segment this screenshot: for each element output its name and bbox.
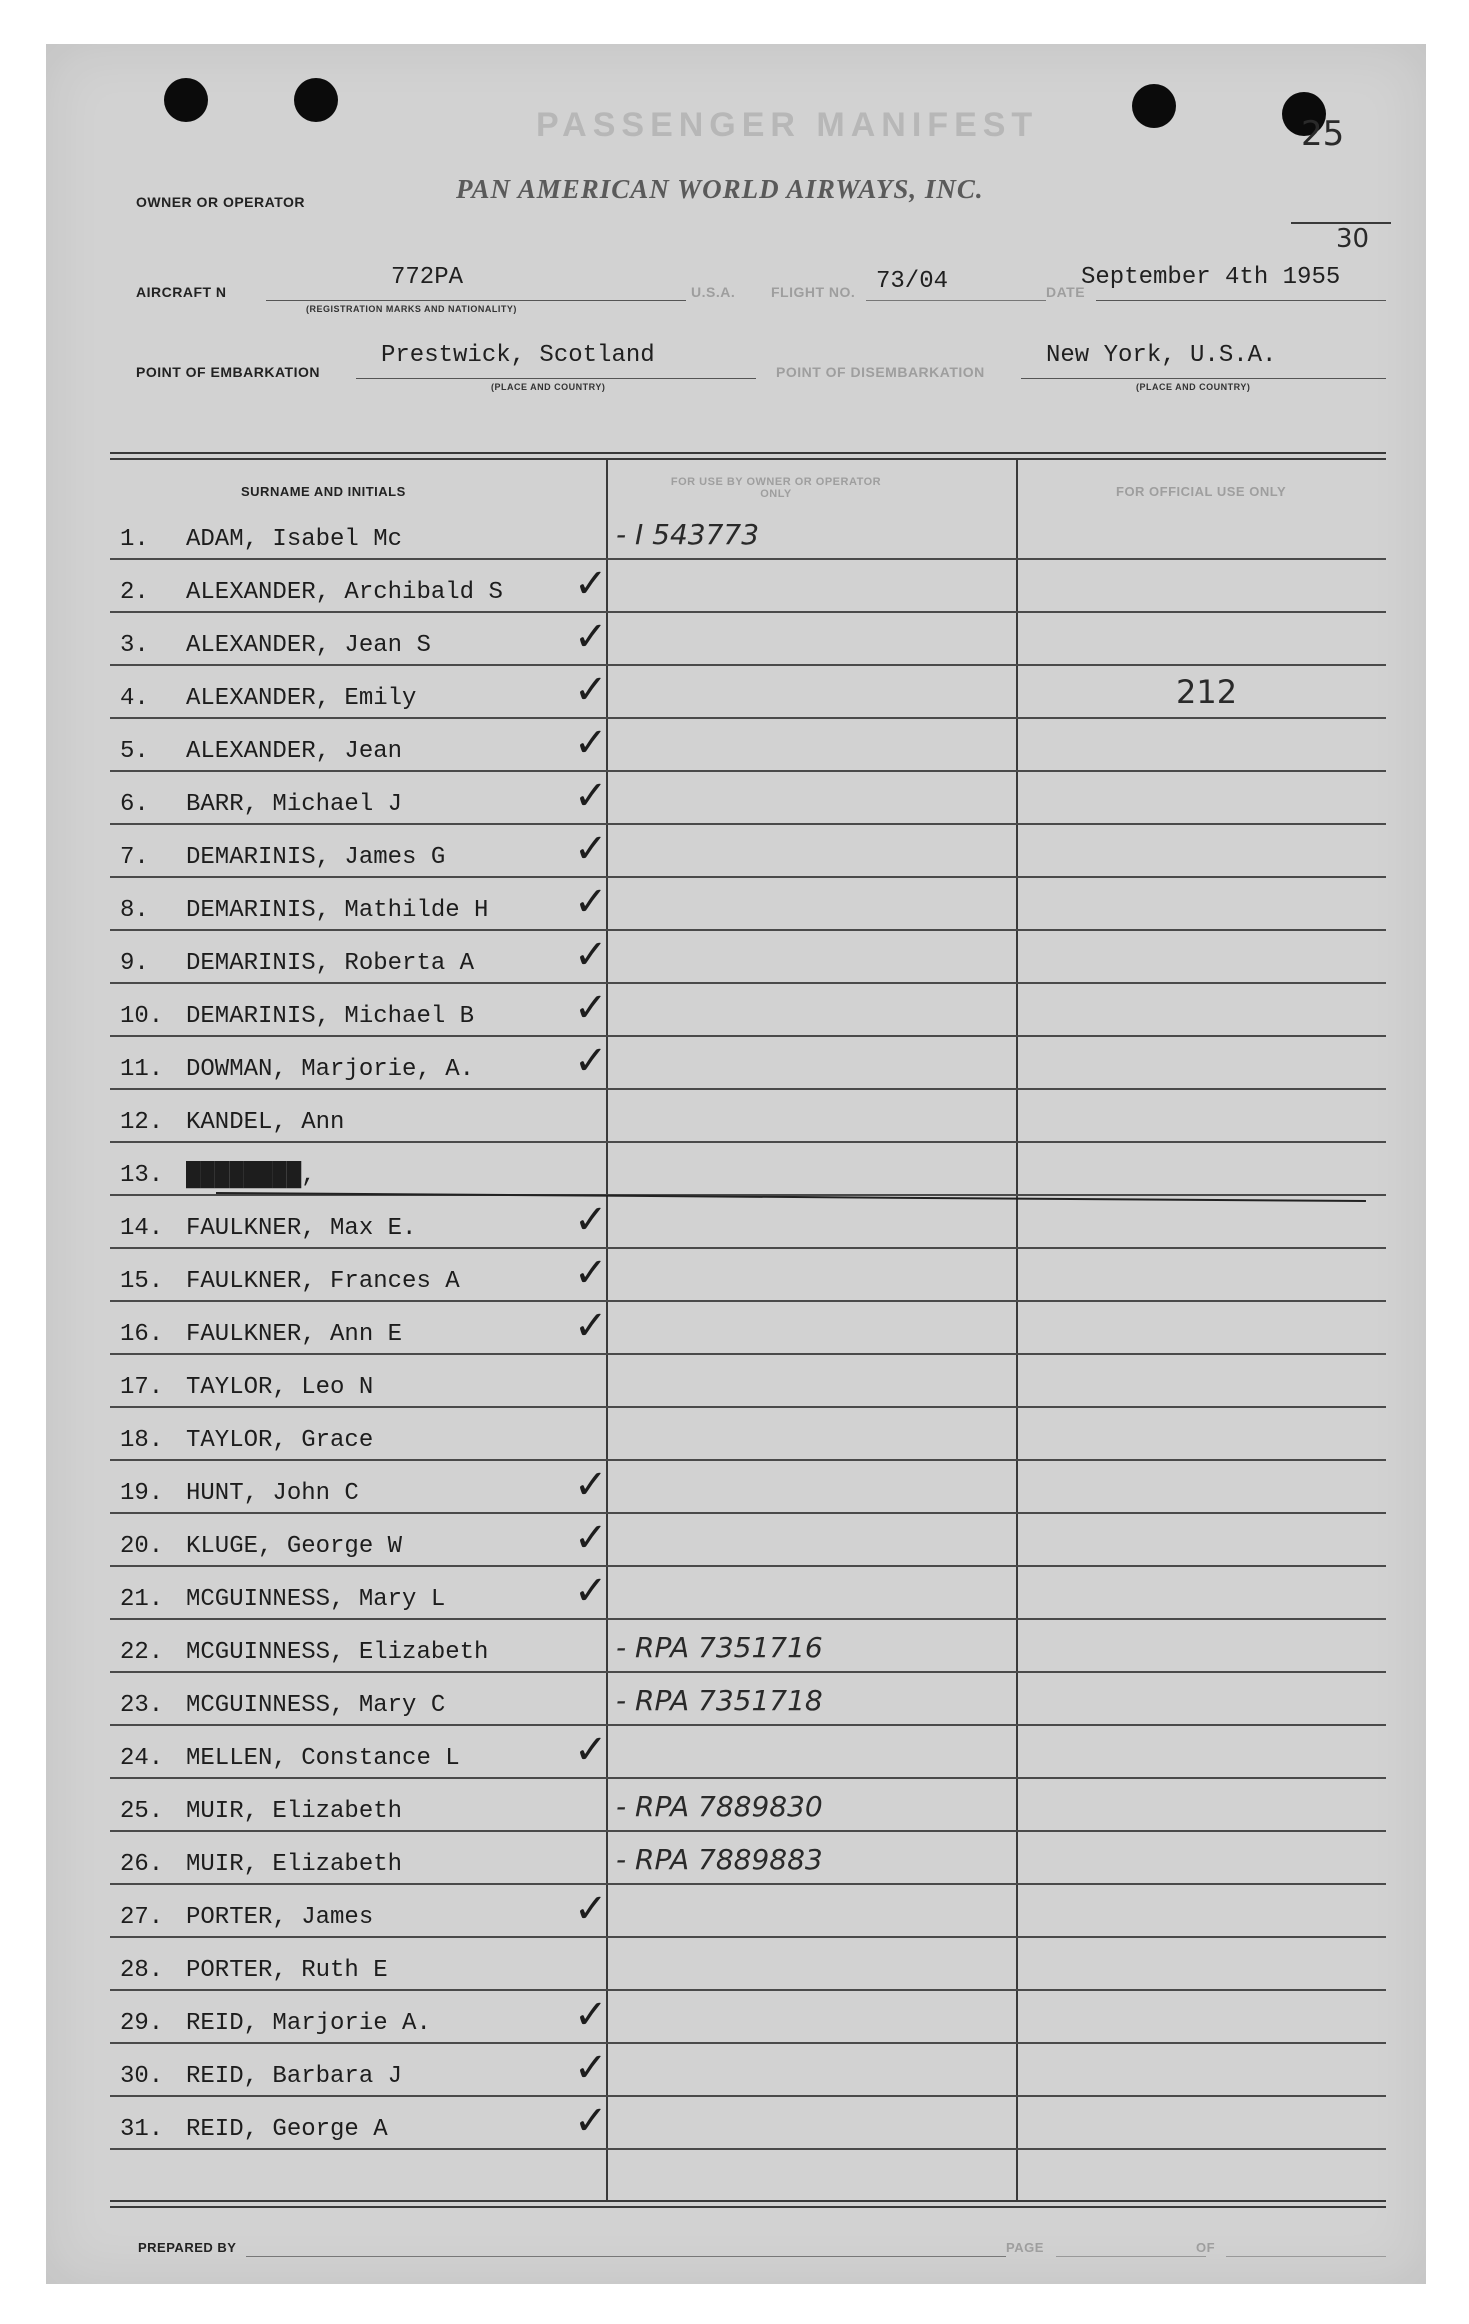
checkmark: ✓: [574, 1462, 608, 1508]
operator-note: - RPA 7889830: [616, 1790, 823, 1823]
row-number: 28.: [120, 1957, 164, 1984]
row-number: 14.: [120, 1215, 164, 1242]
row-number: 21.: [120, 1586, 164, 1613]
checkmark: ✓: [574, 1515, 608, 1561]
passenger-name: ALEXANDER, Archibald S: [186, 579, 503, 606]
official-note: 212: [1176, 673, 1238, 711]
manifest-sheet: [46, 44, 1426, 2284]
row-number: 24.: [120, 1745, 164, 1772]
row-rule: [110, 1088, 1386, 1090]
date-underline: [1096, 300, 1386, 301]
row-number: 19.: [120, 1480, 164, 1507]
passenger-name: FAULKNER, Max E.: [186, 1215, 417, 1242]
passenger-name: DEMARINIS, James G: [186, 844, 446, 871]
row-number: 2.: [120, 579, 149, 606]
passenger-name: ALEXANDER, Jean: [186, 738, 403, 765]
company-name: PAN AMERICAN WORLD AIRWAYS, INC.: [456, 174, 984, 204]
row-rule: [110, 1141, 1386, 1143]
checkmark: ✓: [574, 826, 608, 872]
of-label: OF: [1196, 2240, 1216, 2255]
row-number: 11.: [120, 1056, 164, 1083]
date-value: September 4th 1955: [1081, 264, 1341, 291]
passenger-name: PORTER, James: [186, 1904, 374, 1931]
operator-note: - RPA 7351718: [616, 1684, 823, 1717]
row-number: 9.: [120, 950, 149, 977]
row-rule: [110, 1512, 1386, 1514]
row-number: 7.: [120, 844, 149, 871]
table-top-rule: [110, 458, 1386, 460]
checkmark: ✓: [574, 1727, 608, 1773]
usa-label: U.S.A.: [691, 284, 736, 300]
passenger-name: REID, Barbara J: [186, 2063, 403, 2090]
row-number: 16.: [120, 1321, 164, 1348]
manifest-title: PASSENGER MANIFEST: [536, 106, 1039, 144]
passenger-name: REID, Marjorie A.: [186, 2010, 431, 2037]
row-rule: [110, 1830, 1386, 1832]
row-number: 1.: [120, 526, 149, 553]
column-divider: [1016, 460, 1018, 2200]
passenger-name: BARR, Michael J: [186, 791, 403, 818]
row-rule: [110, 717, 1386, 719]
row-number: 4.: [120, 685, 149, 712]
row-rule: [110, 1565, 1386, 1567]
checkmark: ✓: [574, 1886, 608, 1932]
row-number: 17.: [120, 1374, 164, 1401]
page-label: PAGE: [1006, 2240, 1044, 2255]
page-underline: [1056, 2256, 1206, 2257]
row-rule: [110, 611, 1386, 613]
checkmark: ✓: [574, 773, 608, 819]
corner-mark-bottom: 30: [1336, 224, 1370, 254]
passenger-name: MUIR, Elizabeth: [186, 1798, 403, 1825]
disembark-underline: [1021, 378, 1386, 379]
flight-underline: [866, 300, 1046, 301]
checkmark: ✓: [574, 1568, 608, 1614]
checkmark: ✓: [574, 667, 608, 713]
operator-column-header: FOR USE BY OWNER OR OPERATOR ONLY: [670, 476, 882, 500]
row-number: 23.: [120, 1692, 164, 1719]
operator-note: - RPA 7889883: [616, 1843, 823, 1876]
embark-value: Prestwick, Scotland: [381, 342, 655, 369]
row-rule: [110, 1300, 1386, 1302]
passenger-name: MCGUINNESS, Mary L: [186, 1586, 446, 1613]
row-rule: [110, 1724, 1386, 1726]
row-number: 6.: [120, 791, 149, 818]
row-number: 20.: [120, 1533, 164, 1560]
passenger-name: REID, George A: [186, 2116, 388, 2143]
passenger-name: DOWMAN, Marjorie, A.: [186, 1056, 475, 1083]
embark-note: (PLACE AND COUNTRY): [491, 382, 606, 392]
passenger-name: FAULKNER, Ann E: [186, 1321, 403, 1348]
registration-note: (REGISTRATION MARKS AND NATIONALITY): [306, 304, 517, 314]
checkmark: ✓: [574, 985, 608, 1031]
embark-underline: [356, 378, 756, 379]
aircraft-label: AIRCRAFT N: [136, 284, 227, 300]
passenger-name: MUIR, Elizabeth: [186, 1851, 403, 1878]
passenger-name: TAYLOR, Grace: [186, 1427, 374, 1454]
checkmark: ✓: [574, 2098, 608, 2144]
row-rule: [110, 823, 1386, 825]
passenger-name: ████████,: [186, 1162, 316, 1189]
row-rule: [110, 664, 1386, 666]
passenger-name: ALEXANDER, Emily: [186, 685, 417, 712]
row-number: 8.: [120, 897, 149, 924]
punch-hole: [164, 78, 208, 122]
row-rule: [110, 1459, 1386, 1461]
checkmark: ✓: [574, 1250, 608, 1296]
row-rule: [110, 1406, 1386, 1408]
checkmark: ✓: [574, 1197, 608, 1243]
row-rule: [110, 2042, 1386, 2044]
row-rule: [110, 876, 1386, 878]
row-rule: [110, 2095, 1386, 2097]
corner-mark-top: 25: [1301, 114, 1345, 154]
row-number: 22.: [120, 1639, 164, 1666]
row-number: 27.: [120, 1904, 164, 1931]
row-rule: [110, 1247, 1386, 1249]
date-label: DATE: [1046, 284, 1086, 300]
embark-label: POINT OF EMBARKATION: [136, 364, 320, 380]
row-number: 3.: [120, 632, 149, 659]
operator-note: - I 543773: [616, 518, 760, 551]
aircraft-value: 772PA: [391, 264, 464, 291]
passenger-name: DEMARINIS, Mathilde H: [186, 897, 489, 924]
checkmark: ✓: [574, 1992, 608, 2038]
row-rule: [110, 1777, 1386, 1779]
row-rule: [110, 1353, 1386, 1355]
row-number: 26.: [120, 1851, 164, 1878]
table-top-rule: [110, 452, 1386, 454]
row-number: 10.: [120, 1003, 164, 1030]
punch-hole: [294, 78, 338, 122]
row-number: 18.: [120, 1427, 164, 1454]
passenger-name: MELLEN, Constance L: [186, 1745, 460, 1772]
surname-column-header: SURNAME AND INITIALS: [241, 484, 406, 499]
checkmark: ✓: [574, 561, 608, 607]
row-rule: [110, 929, 1386, 931]
flight-label: FLIGHT NO.: [771, 284, 856, 300]
owner-label: OWNER OR OPERATOR: [136, 194, 305, 210]
checkmark: ✓: [574, 879, 608, 925]
row-rule: [110, 982, 1386, 984]
row-rule: [110, 1936, 1386, 1938]
flight-value: 73/04: [876, 268, 949, 295]
official-column-header: FOR OFFICIAL USE ONLY: [1116, 484, 1287, 499]
row-number: 12.: [120, 1109, 164, 1136]
row-number: 13.: [120, 1162, 164, 1189]
passenger-name: HUNT, John C: [186, 1480, 359, 1507]
passenger-name: ALEXANDER, Jean S: [186, 632, 431, 659]
passenger-name: FAULKNER, Frances A: [186, 1268, 460, 1295]
table-bottom-rule: [110, 2200, 1386, 2202]
disembark-note: (PLACE AND COUNTRY): [1136, 382, 1251, 392]
passenger-name: DEMARINIS, Michael B: [186, 1003, 475, 1030]
passenger-name: KANDEL, Ann: [186, 1109, 345, 1136]
checkmark: ✓: [574, 2045, 608, 2091]
operator-note: - RPA 7351716: [616, 1631, 823, 1664]
row-number: 5.: [120, 738, 149, 765]
row-rule: [110, 1989, 1386, 1991]
row-number: 31.: [120, 2116, 164, 2143]
row-rule: [110, 1035, 1386, 1037]
row-rule: [110, 1671, 1386, 1673]
checkmark: ✓: [574, 1038, 608, 1084]
row-rule: [110, 558, 1386, 560]
passenger-name: KLUGE, George W: [186, 1533, 403, 1560]
row-rule: [110, 1618, 1386, 1620]
row-rule: [110, 770, 1386, 772]
disembark-value: New York, U.S.A.: [1046, 342, 1277, 369]
row-number: 25.: [120, 1798, 164, 1825]
passenger-name: PORTER, Ruth E: [186, 1957, 388, 1984]
row-rule: [110, 1883, 1386, 1885]
checkmark: ✓: [574, 932, 608, 978]
disembark-label: POINT OF DISEMBARKATION: [776, 364, 985, 380]
checkmark: ✓: [574, 1303, 608, 1349]
row-rule: [110, 2148, 1386, 2150]
prepared-by-underline: [246, 2256, 1006, 2257]
prepared-by-label: PREPARED BY: [138, 2240, 237, 2255]
passenger-name: TAYLOR, Leo N: [186, 1374, 374, 1401]
passenger-name: MCGUINNESS, Elizabeth: [186, 1639, 489, 1666]
row-number: 15.: [120, 1268, 164, 1295]
row-number: 29.: [120, 2010, 164, 2037]
of-underline: [1226, 2256, 1386, 2257]
punch-hole: [1132, 84, 1176, 128]
row-number: 30.: [120, 2063, 164, 2090]
passenger-name: ADAM, Isabel Mc: [186, 526, 403, 553]
checkmark: ✓: [574, 614, 608, 660]
checkmark: ✓: [574, 720, 608, 766]
passenger-name: MCGUINNESS, Mary C: [186, 1692, 446, 1719]
passenger-name: DEMARINIS, Roberta A: [186, 950, 475, 977]
aircraft-underline: [266, 300, 686, 301]
table-bottom-rule: [110, 2206, 1386, 2208]
